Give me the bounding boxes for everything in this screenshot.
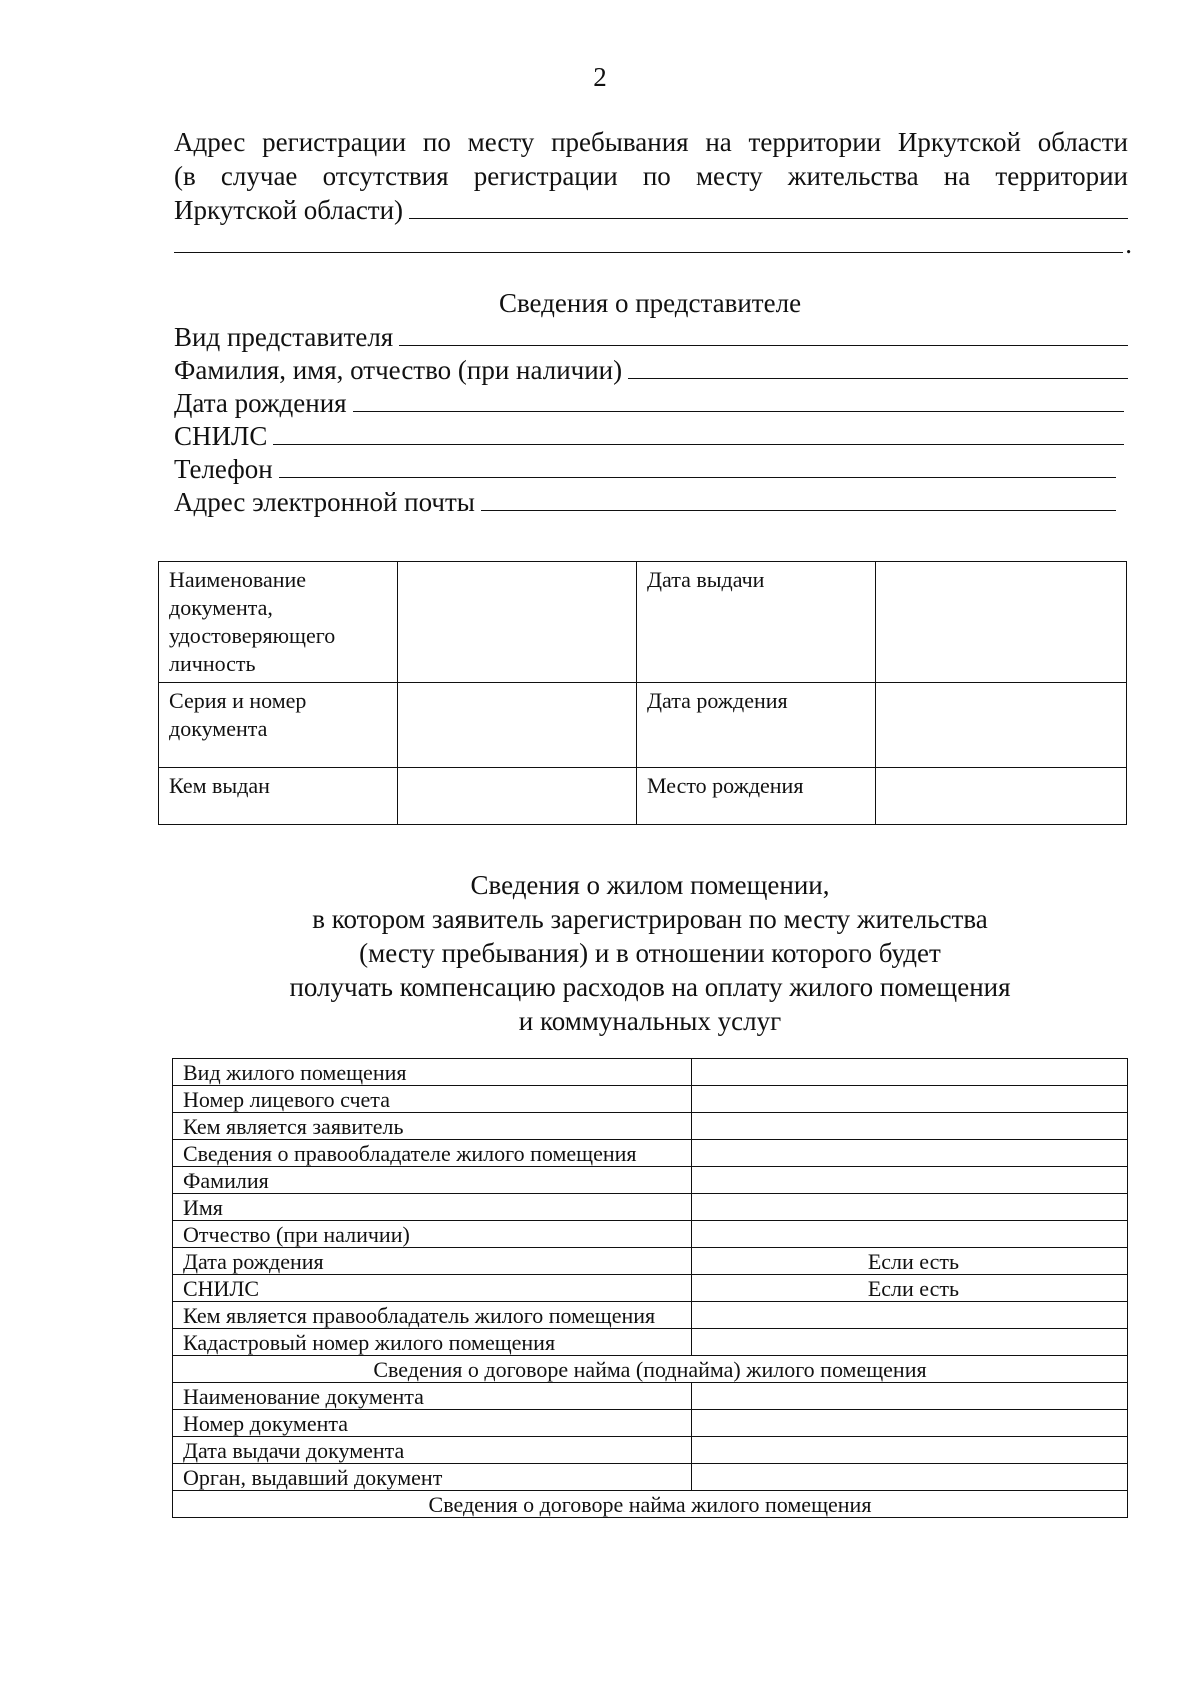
cell-input[interactable]	[876, 562, 1127, 683]
row-label: Отчество (при наличии)	[173, 1221, 692, 1248]
address-end-mark: .	[1125, 229, 1132, 259]
cell-input[interactable]	[398, 768, 637, 825]
table-row	[173, 1059, 1128, 1086]
table-row	[173, 1464, 1128, 1491]
row-value[interactable]	[692, 1086, 1128, 1113]
field-label: Телефон	[174, 454, 273, 484]
cell-input[interactable]	[876, 768, 1127, 825]
field-snils	[174, 420, 1124, 453]
field-label: СНИЛС	[174, 421, 268, 451]
row-value[interactable]	[692, 1329, 1128, 1356]
cell-label: Наименование документа, удостоверяющего личность	[159, 562, 398, 683]
field-birth-date	[174, 387, 1124, 420]
residence-title-line: Сведения о жилом помещении,	[470, 870, 830, 900]
field-representative-type	[174, 321, 1128, 354]
table-row	[173, 1410, 1128, 1437]
contract-header: Сведения о договоре найма жилого помещения	[173, 1491, 1128, 1518]
row-value[interactable]	[692, 1167, 1128, 1194]
cell-label: Серия и номер документа	[159, 683, 398, 768]
table-row	[173, 1221, 1128, 1248]
row-label: Сведения о правообладателе жилого помещения	[173, 1140, 692, 1167]
row-value[interactable]	[692, 1464, 1128, 1491]
table-row	[173, 1437, 1128, 1464]
field-input-line[interactable]	[399, 321, 1128, 346]
table-row	[173, 1356, 1128, 1383]
table-row	[173, 1113, 1128, 1140]
contract-sublease-header: Сведения о договоре найма (поднайма) жилого помещения	[173, 1356, 1128, 1383]
row-label: Фамилия	[173, 1167, 692, 1194]
field-label: Адрес электронной почты	[174, 487, 475, 517]
residence-title-line: (месту пребывания) и в отношении которого будет	[359, 938, 941, 968]
row-value[interactable]	[692, 1410, 1128, 1437]
row-value[interactable]: Если есть	[692, 1275, 1128, 1302]
address-line-2: (в случае отсутствия регистрации по месту жительства на территории	[174, 161, 1128, 191]
table-row	[173, 1302, 1128, 1329]
row-label: Номер документа	[173, 1410, 692, 1437]
address-input-line[interactable]	[409, 194, 1128, 219]
address-line-3	[174, 193, 1128, 227]
table-row	[159, 562, 1127, 683]
cell-label: Кем выдан	[159, 768, 398, 825]
row-value[interactable]	[692, 1221, 1128, 1248]
row-value[interactable]	[692, 1059, 1128, 1086]
cell-label: Дата рождения	[637, 683, 876, 768]
cell-input[interactable]	[398, 683, 637, 768]
table-row	[173, 1275, 1128, 1302]
address-line-3-label: Иркутской области)	[174, 195, 404, 225]
table-row	[159, 768, 1127, 825]
row-label: Кем является правообладатель жилого помещения	[173, 1302, 692, 1329]
row-label: Имя	[173, 1194, 692, 1221]
identity-document-table	[158, 561, 1127, 825]
residence-title-line: получать компенсацию расходов на оплату жилого помещения	[289, 972, 1011, 1002]
field-input-line[interactable]	[353, 387, 1124, 412]
row-value[interactable]: Если есть	[692, 1248, 1128, 1275]
field-input-line[interactable]	[628, 354, 1128, 379]
cell-label: Место рождения	[637, 768, 876, 825]
row-value[interactable]	[692, 1437, 1128, 1464]
page-number: 2	[593, 62, 607, 92]
row-value[interactable]	[692, 1302, 1128, 1329]
row-label: Наименование документа	[173, 1383, 692, 1410]
row-label: Кем является заявитель	[173, 1113, 692, 1140]
table-row	[173, 1140, 1128, 1167]
address-line-4	[174, 227, 1132, 261]
field-input-line[interactable]	[481, 486, 1116, 511]
address-line-1: Адрес регистрации по месту пребывания на территории Иркутской области	[174, 127, 1128, 157]
table-row	[159, 683, 1127, 768]
row-label: Номер лицевого счета	[173, 1086, 692, 1113]
field-phone	[174, 453, 1116, 486]
address-input-line-2[interactable]	[174, 228, 1123, 253]
field-label: Фамилия, имя, отчество (при наличии)	[174, 355, 623, 385]
residence-title-line: в котором заявитель зарегистрирован по месту жительства	[312, 904, 988, 934]
table-row	[173, 1491, 1128, 1518]
table-row	[173, 1248, 1128, 1275]
row-value[interactable]	[692, 1140, 1128, 1167]
row-label: Вид жилого помещения	[173, 1059, 692, 1086]
field-full-name	[174, 354, 1128, 387]
residence-title	[0, 868, 1200, 1038]
table-row	[173, 1086, 1128, 1113]
cell-input[interactable]	[398, 562, 637, 683]
field-label: Дата рождения	[174, 388, 347, 418]
row-value[interactable]	[692, 1113, 1128, 1140]
cell-label: Дата выдачи	[637, 562, 876, 683]
row-label: СНИЛС	[173, 1275, 692, 1302]
row-value[interactable]	[692, 1194, 1128, 1221]
address-block	[174, 125, 1132, 261]
table-row	[173, 1167, 1128, 1194]
field-input-line[interactable]	[279, 453, 1116, 478]
row-label: Кадастровый номер жилого помещения	[173, 1329, 692, 1356]
table-row	[173, 1383, 1128, 1410]
residence-table	[172, 1058, 1128, 1518]
row-label: Дата рождения	[173, 1248, 692, 1275]
cell-input[interactable]	[876, 683, 1127, 768]
row-value[interactable]	[692, 1383, 1128, 1410]
field-email	[174, 486, 1116, 519]
representative-fields	[174, 321, 1128, 519]
residence-title-line: и коммунальных услуг	[518, 1006, 782, 1036]
representative-title: Сведения о представителе	[498, 288, 802, 318]
table-row	[173, 1329, 1128, 1356]
field-input-line[interactable]	[273, 420, 1124, 445]
table-row	[173, 1194, 1128, 1221]
field-label: Вид представителя	[174, 322, 394, 352]
row-label: Дата выдачи документа	[173, 1437, 692, 1464]
row-label: Орган, выдавший документ	[173, 1464, 692, 1491]
